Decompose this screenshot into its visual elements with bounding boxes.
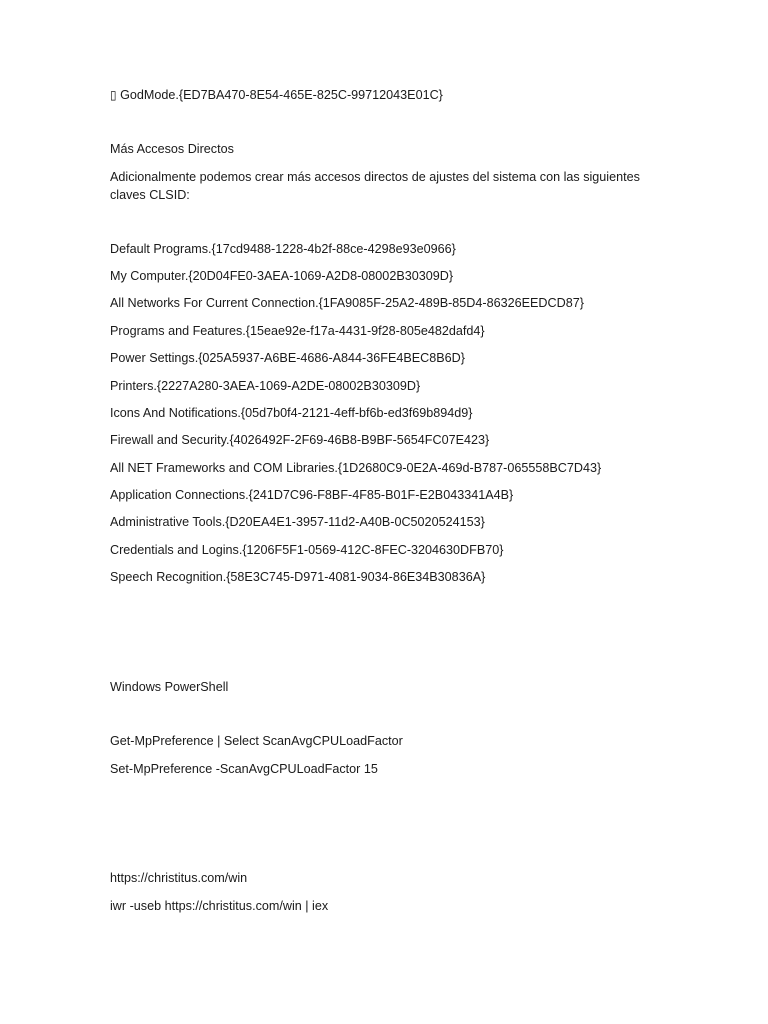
christitus-url: https://christitus.com/win: [110, 871, 248, 885]
powershell-command: Set-MpPreference -ScanAvgCPULoadFactor 15: [110, 762, 378, 776]
powershell-heading: Windows PowerShell: [110, 680, 229, 694]
clsid-item: Administrative Tools.{D20EA4E1-3957-11d2-A40B-0C5020524153}: [110, 515, 485, 529]
clsid-item: Printers.{2227A280-3AEA-1069-A2DE-08002B30309D}: [110, 379, 421, 393]
install-command: iwr -useb https://christitus.com/win | iex: [110, 899, 329, 913]
clsid-item: Speech Recognition.{58E3C745-D971-4081-9034-86E34B30836A}: [110, 570, 486, 584]
clsid-item: Credentials and Logins.{1206F5F1-0569-412C-8FEC-3204630DFB70}: [110, 543, 504, 557]
accesos-intro: Adicionalmente podemos crear más accesos directos de ajustes del sistema con las siguientes claves CLSID:: [110, 170, 640, 202]
clsid-item: Power Settings.{025A5937-A6BE-4686-A844-36FE4BEC8B6D}: [110, 351, 465, 365]
accesos-heading: Más Accesos Directos: [110, 142, 234, 156]
godmode-line: [110, 86, 670, 104]
clsid-item: Default Programs.{17cd9488-1228-4b2f-88ce-4298e93e0966}: [110, 242, 456, 256]
clsid-item: All Networks For Current Connection.{1FA9085F-25A2-489B-85D4-86326EEDCD87}: [110, 296, 584, 310]
godmode-text: GodMode.{ED7BA470-8E54-465E-825C-99712043E01C}: [120, 88, 443, 102]
clsid-item: All NET Frameworks and COM Libraries.{1D2680C9-0E2A-469d-B787-065558BC7D43}: [110, 461, 602, 475]
clsid-item: Application Connections.{241D7C96-F8BF-4F85-B01F-E2B043341A4B}: [110, 488, 514, 502]
clsid-item: Programs and Features.{15eae92e-f17a-4431-9f28-805e482dafd4}: [110, 324, 485, 338]
clsid-item: Firewall and Security.{4026492F-2F69-46B8-B9BF-5654FC07E423}: [110, 433, 490, 447]
missing-glyph-icon: ▯: [110, 88, 117, 102]
clsid-item: Icons And Notifications.{05d7b0f4-2121-4eff-bf6b-ed3f69b894d9}: [110, 406, 473, 420]
clsid-item: My Computer.{20D04FE0-3AEA-1069-A2D8-08002B30309D}: [110, 269, 454, 283]
powershell-command: Get-MpPreference | Select ScanAvgCPULoadFactor: [110, 734, 403, 748]
